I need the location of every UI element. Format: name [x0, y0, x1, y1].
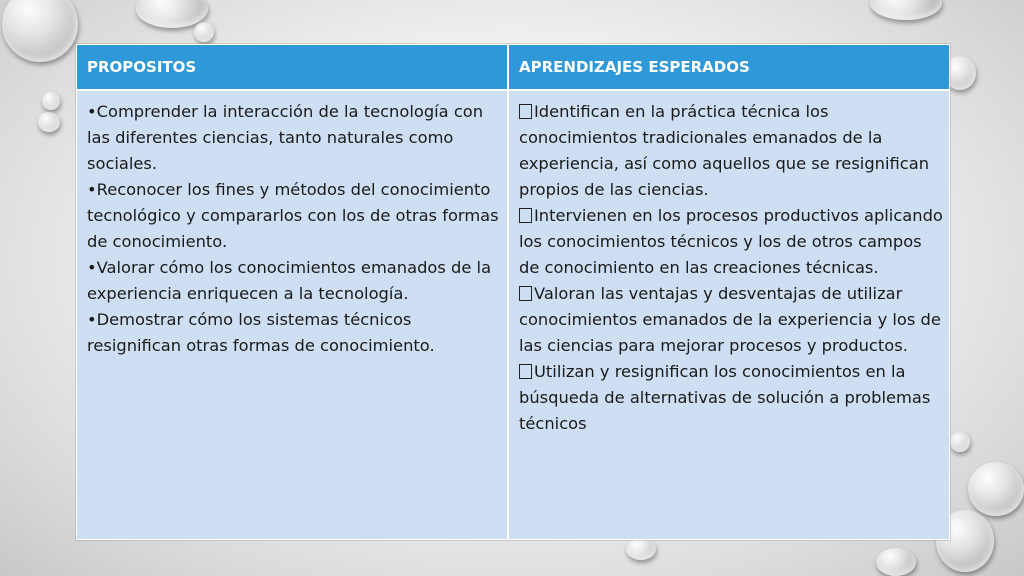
content-table — [76, 44, 950, 540]
water-drop-decoration — [626, 538, 656, 560]
bullet-icon: • — [87, 310, 97, 329]
aprendizajes-cell — [509, 91, 949, 539]
list-item: •Comprender la interacción de la tecnología con las diferentes ciencias, tanto naturales como sociales. — [87, 102, 484, 173]
square-bullet-icon — [519, 104, 532, 119]
list-item: Valoran las ventajas y desventajas de utilizar conocimientos emanados de la experiencia y los de las ciencias para mejorar procesos y productos. — [519, 284, 941, 355]
propositos-cell — [77, 91, 509, 539]
square-bullet-icon — [519, 286, 532, 301]
water-drop-decoration — [42, 92, 60, 110]
list-item: •Demostrar cómo los sistemas técnicos resignifican otras formas de conocimiento. — [87, 310, 435, 355]
bullet-icon: • — [87, 102, 97, 121]
bullet-icon: • — [87, 258, 97, 277]
header-aprendizajes-esperados: APRENDIZAJES ESPERADOS — [519, 58, 750, 76]
water-drop-decoration — [38, 112, 60, 132]
water-drop-decoration — [950, 432, 970, 452]
water-drop-decoration — [876, 548, 916, 576]
list-item: Intervienen en los procesos productivos aplicando los conocimientos técnicos y los de otros campos de conocimiento en las creaciones técnicas. — [519, 206, 943, 277]
water-drop-decoration — [2, 0, 78, 62]
header-propositos: PROPOSITOS — [77, 45, 509, 89]
water-drop-decoration — [194, 22, 214, 42]
square-bullet-icon — [519, 364, 532, 379]
list-item: •Valorar cómo los conocimientos emanados de la experiencia enriquecen a la tecnología. — [87, 258, 492, 303]
list-item: Identifican en la práctica técnica los conocimientos tradicionales emanados de la experiencia, así como aquellos que se resignifican propios de las ciencias. — [519, 102, 930, 199]
square-bullet-icon — [519, 208, 532, 223]
water-drop-decoration — [968, 462, 1024, 516]
bullet-icon: • — [87, 180, 97, 199]
list-item: Utilizan y resignifican los conocimientos en la búsqueda de alternativas de solución a problemas técnicos — [519, 362, 931, 433]
table-body-row — [77, 91, 949, 539]
table-header-row — [77, 45, 949, 91]
list-item: •Reconocer los fines y métodos del conocimiento tecnológico y compararlos con los de otras formas de conocimiento. — [87, 180, 499, 251]
faded-title-decoration — [250, 0, 890, 34]
